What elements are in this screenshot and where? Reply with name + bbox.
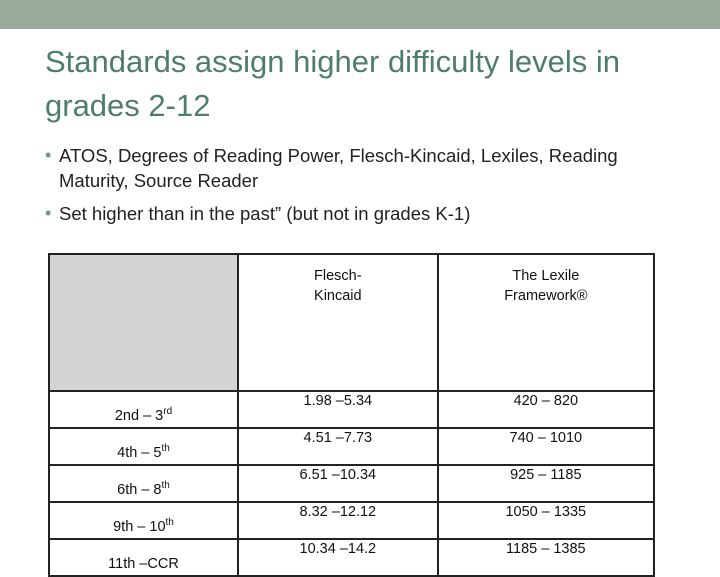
header-lex-line1: The Lexile bbox=[512, 268, 580, 284]
lexile-cell: 420 – 820 bbox=[438, 391, 654, 428]
fk-cell: 6.51 –10.34 bbox=[238, 465, 438, 502]
bullet-list bbox=[45, 143, 685, 234]
lexile-cell: 1185 – 1385 bbox=[438, 539, 654, 576]
lexile-cell: 740 – 1010 bbox=[438, 428, 654, 465]
bullet-item bbox=[45, 201, 685, 226]
table-row bbox=[49, 502, 654, 539]
grade-cell: 9th – 10th bbox=[49, 502, 238, 539]
header-lexile bbox=[438, 254, 654, 391]
bullet-text: ATOS, Degrees of Reading Power, Flesch-Kincaid, Lexiles, Reading Maturity, Source Reader bbox=[59, 145, 618, 191]
difficulty-table bbox=[48, 253, 655, 577]
table-header-row bbox=[49, 254, 654, 391]
fk-cell: 4.51 –7.73 bbox=[238, 428, 438, 465]
slide-title: Standards assign higher difficulty levels in grades 2-12 bbox=[45, 44, 620, 123]
fk-cell: 1.98 –5.34 bbox=[238, 391, 438, 428]
grade-cell: 4th – 5th bbox=[49, 428, 238, 465]
table-row bbox=[49, 539, 654, 576]
lexile-cell: 1050 – 1335 bbox=[438, 502, 654, 539]
header-blank-cell bbox=[49, 254, 238, 391]
header-fk-line2: Kincaid bbox=[314, 288, 362, 304]
header-lex-line2: Framework® bbox=[504, 288, 588, 304]
grade-cell: 2nd – 3rd bbox=[49, 391, 238, 428]
grade-cell: 11th –CCR bbox=[49, 539, 238, 576]
header-flesch-kincaid bbox=[238, 254, 438, 391]
table-row bbox=[49, 428, 654, 465]
fk-cell: 10.34 –14.2 bbox=[238, 539, 438, 576]
lexile-cell: 925 – 1185 bbox=[438, 465, 654, 502]
bullet-text: Set higher than in the past” (but not in grades K-1) bbox=[59, 203, 471, 224]
bullet-item bbox=[45, 143, 685, 193]
grade-cell: 6th – 8th bbox=[49, 465, 238, 502]
table-row bbox=[49, 391, 654, 428]
table-row bbox=[49, 465, 654, 502]
bullet-dot-icon: • bbox=[45, 203, 52, 223]
top-accent-bar bbox=[0, 0, 720, 29]
bullet-dot-icon: • bbox=[45, 145, 52, 165]
fk-cell: 8.32 –12.12 bbox=[238, 502, 438, 539]
header-fk-line1: Flesch- bbox=[314, 268, 362, 284]
